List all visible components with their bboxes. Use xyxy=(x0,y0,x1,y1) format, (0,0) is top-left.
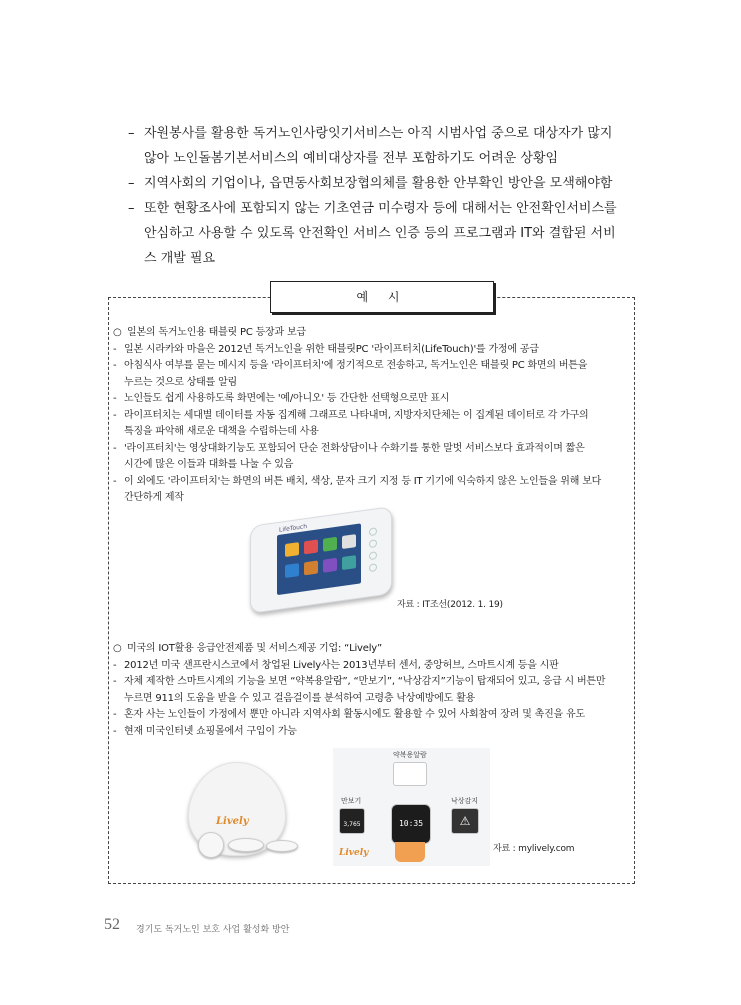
lively-hub-image xyxy=(176,760,306,860)
list-item: - 2012년 미국 샌프란시스코에서 창업된 Lively사는 2013년부터 센서, 중앙허브, 스마트시계 등을 시판 xyxy=(113,659,559,671)
list-item: - 아침식사 여부를 묻는 메시지 등을 '라이프터치'에 정기적으로 전송하고, 독거노인은 태블릿 PC 화면의 버튼을 누르는 것으로 상태를 알림 xyxy=(113,360,588,388)
section-heading: ○ 일본의 독거노인용 태블릿 PC 등장과 보급 xyxy=(113,325,633,342)
sensor-disc xyxy=(228,838,264,852)
bullet-line: 자원봉사를 활용한 독거노인사랑잇기서비스는 아직 시범사업 중으로 대상자가 많지 xyxy=(144,126,613,141)
list-item: - 노인들도 쉽게 사용하도록 화면에는 '예/아니오' 등 간단한 선택형으로만 표시 xyxy=(113,393,450,404)
warning-icon: ⚠ xyxy=(459,814,471,828)
bullet-line: 않아 노인돌봄기본서비스의 예비대상자를 전부 포함하기도 어려운 상황임 xyxy=(144,151,559,166)
list-item: - '라이프터치'는 영상대화기능도 포함되어 단순 전화상담이나 수화기를 통한 말벗 서비스보다 효과적이며 짧은 시간에 많은 이들과 대화를 나눌 수 있음 xyxy=(113,442,585,470)
lively-logo: Lively xyxy=(216,816,249,827)
main-bullet-2 xyxy=(128,171,640,196)
bullet-marker: – xyxy=(128,176,135,191)
tablet-screen xyxy=(277,523,361,595)
app-icon xyxy=(285,542,299,557)
list-item: - 이 외에도 '라이프터치'는 화면의 버튼 배치, 색상, 문자 크기 지정 등 IT 기기에 익숙하지 않은 노인들을 위해 보다 간단하게 제작 xyxy=(113,475,602,503)
medication-panel xyxy=(393,762,427,786)
pedometer-panel xyxy=(339,808,365,834)
footer-title: 경기도 독거노인 보호 사업 활성화 방안 xyxy=(136,925,290,935)
watch-strap xyxy=(395,842,425,862)
example-box-title: 예 시 xyxy=(270,281,494,313)
watch-time: 10:35 xyxy=(398,819,424,828)
fall-detect-panel xyxy=(451,808,479,834)
lifetouch-tablet-image xyxy=(250,516,390,608)
tablet-button xyxy=(369,539,377,548)
example-section-japan xyxy=(113,325,633,507)
main-bullet-1 xyxy=(128,121,640,171)
watch-label-fall-detect: 낙상감지 xyxy=(451,797,479,805)
app-icon xyxy=(304,560,318,575)
bullet-marker: – xyxy=(128,201,135,216)
watch-label-medication: 약복용알람 xyxy=(393,751,427,759)
source-note-1: 자료 : IT조선(2012. 1. 19) xyxy=(397,600,503,610)
bullet-marker: – xyxy=(128,126,135,141)
app-icon xyxy=(285,563,299,578)
section-heading: ○ 미국의 IOT활용 응급안전제품 및 서비스제공 기업: “Lively” xyxy=(113,641,633,658)
main-bullet-list xyxy=(128,121,640,271)
list-item: - 일본 시라카와 마을은 2012년 독거노인을 위한 태블릿PC '라이프터치(LifeTouch)'를 가정에 공급 xyxy=(113,343,539,355)
tablet-logo: LifeTouch xyxy=(279,522,308,534)
app-icon xyxy=(323,537,337,552)
list-item: - 라이프터치는 세대별 데이터를 자동 집계해 그래프로 나타내며, 지방자치단체는 이 집계된 데이터로 각 가구의 특징을 파악해 새로운 대책을 수립하는데 사용 xyxy=(113,409,589,437)
watch-brand: Lively xyxy=(339,848,369,858)
circle-marker: ○ xyxy=(113,327,122,338)
app-icon xyxy=(342,534,356,549)
bullet-line: 스 개발 필요 xyxy=(144,251,216,266)
bullet-line: 안심하고 사용할 수 있도록 안전확인 서비스 인증 등의 프로그램과 IT와 결합된 서비 xyxy=(144,226,616,241)
tablet-body xyxy=(250,506,392,614)
example-section-usa xyxy=(113,641,633,740)
app-icon xyxy=(323,558,337,573)
app-icon xyxy=(304,539,318,554)
list-item: - 현재 미국인터넷 쇼핑몰에서 구입이 가능 xyxy=(113,725,297,737)
page-number: 52 xyxy=(104,916,120,933)
source-note-2: 자료 : mylively.com xyxy=(493,844,575,854)
list-item: - 혼자 사는 노인들이 가정에서 뿐만 아니라 지역사회 활동시에도 활용할 수 있어 사회참여 장려 및 촉진을 유도 xyxy=(113,709,585,720)
circle-marker: ○ xyxy=(113,643,122,654)
bullet-line: 또한 현황조사에 포함되지 않는 기초연금 미수령자 등에 대해서는 안전확인서비스를 xyxy=(144,201,617,216)
bullet-line: 지역사회의 기업이나, 읍면동사회보장협의체를 활용한 안부확인 방안을 모색해야함 xyxy=(144,176,613,191)
app-icon xyxy=(342,555,356,570)
list-item: - 자체 제작한 스마트시계의 기능을 보면 “약복용알람”, “만보기”, “낙상감지”기능이 탑재되어 있고, 응급 시 버튼만 누르면 911의 도움을 받을 수 있고 걸음걸이를 분석하여 고령층 낙상예방에도 활용 xyxy=(113,676,606,704)
sensor-disc xyxy=(198,832,224,858)
tablet-button xyxy=(369,551,377,560)
step-count: 3,765 xyxy=(343,821,361,828)
lively-watch-image xyxy=(333,748,490,866)
sensor-disc xyxy=(266,840,298,852)
watch-label-pedometer: 만보기 xyxy=(341,797,362,805)
watch-face xyxy=(391,804,431,844)
tablet-button xyxy=(369,563,377,572)
main-bullet-3 xyxy=(128,196,640,271)
tablet-button xyxy=(369,527,377,536)
